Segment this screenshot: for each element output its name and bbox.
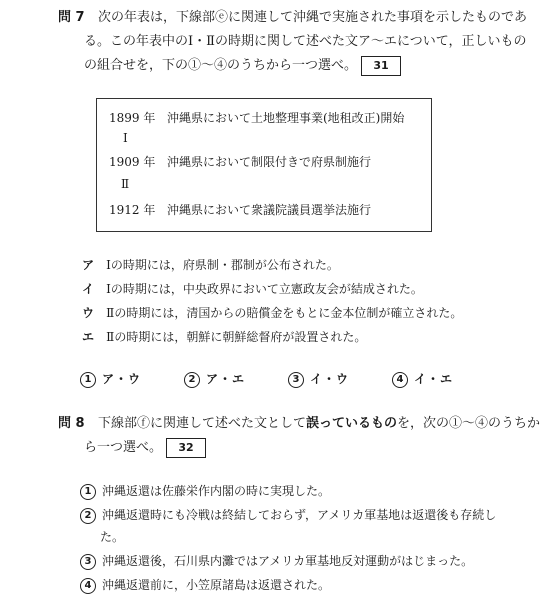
q8-choice-2-continuation: た。 bbox=[100, 530, 125, 544]
statement-e-letter: エ bbox=[82, 330, 95, 344]
timeline-event-1909: 沖縄県において制限付きで府県制施行 bbox=[167, 155, 372, 169]
q7-choice-1-text: ア・ウ bbox=[102, 372, 142, 386]
q8-choice-2-text: 沖縄返還時にも冷戦は終結しておらず，アメリカ軍基地は返還後も存続し bbox=[102, 508, 497, 522]
choice-number-3-icon: 3 bbox=[288, 372, 304, 388]
q7-choice-1[interactable] bbox=[80, 370, 141, 388]
q8-choice-1-text: 沖縄返還は佐藤栄作内閣の時に実現した。 bbox=[102, 484, 331, 498]
q7-choice-4-text: イ・エ bbox=[414, 372, 454, 386]
choice-number-2-icon: 2 bbox=[184, 372, 200, 388]
statement-e-text: Ⅱの時期には，朝鮮に朝鮮総督府が設置された。 bbox=[106, 330, 367, 344]
question-7-text-line3-content: の組合せを，下の①～④のうちから一つ選べ。 bbox=[84, 58, 358, 73]
question-8-text-part-a: 下線部ⓕに関連して述べた文として bbox=[98, 416, 307, 431]
timeline-year-1899: 1899 年 bbox=[109, 111, 156, 125]
timeline-year-1912: 1912 年 bbox=[109, 203, 156, 217]
question-8-text-line2-content: ら一つ選べ。 bbox=[84, 440, 163, 455]
timeline-event-1899: 沖縄県において土地整理事業(地租改正)開始 bbox=[167, 111, 405, 125]
timeline-period-1: Ⅰ bbox=[123, 131, 128, 145]
timeline-event-1912: 沖縄県において衆議院議員選挙法施行 bbox=[167, 203, 372, 217]
q8-choice-4-text: 沖縄返還前に，小笠原諸島は返還された。 bbox=[102, 578, 331, 592]
statement-a-letter: ア bbox=[82, 258, 95, 272]
statement-i bbox=[82, 280, 423, 297]
timeline-year-1909: 1909 年 bbox=[109, 155, 156, 169]
q7-choice-2[interactable] bbox=[184, 370, 245, 388]
statement-u-letter: ウ bbox=[82, 306, 95, 320]
question-8-number: 問 8 bbox=[58, 416, 85, 431]
choice-number-4-icon: 4 bbox=[392, 372, 408, 388]
q7-choice-4[interactable] bbox=[392, 370, 453, 388]
choice-number-1-icon: 1 bbox=[80, 484, 96, 500]
q8-choice-3-text: 沖縄返還後，石川県内灘ではアメリカ軍基地反対運動がはじまった。 bbox=[102, 554, 474, 568]
question-8-text-line1 bbox=[98, 412, 540, 436]
choice-number-2-icon: 2 bbox=[80, 508, 96, 524]
answer-box-32: 32 bbox=[166, 438, 206, 458]
q7-choice-3[interactable] bbox=[288, 370, 349, 388]
question-8-text-line2 bbox=[84, 436, 206, 460]
choice-number-4-icon: 4 bbox=[80, 578, 96, 594]
statement-u-text: Ⅱの時期には，清国からの賠償金をもとに金本位制が確立された。 bbox=[106, 306, 463, 320]
statement-e bbox=[82, 328, 366, 345]
choice-number-1-icon: 1 bbox=[80, 372, 96, 388]
question-8-text-part-b: を，次の①～④のうちか bbox=[397, 416, 540, 431]
q8-choice-2[interactable] bbox=[80, 506, 496, 524]
q8-choice-3[interactable] bbox=[80, 552, 473, 570]
q7-choice-2-text: ア・エ bbox=[206, 372, 246, 386]
question-7-text-line3 bbox=[84, 54, 401, 78]
timeline-period-2: Ⅱ bbox=[121, 177, 130, 191]
choice-number-3-icon: 3 bbox=[80, 554, 96, 570]
statement-u bbox=[82, 304, 462, 321]
q7-choice-3-text: イ・ウ bbox=[310, 372, 350, 386]
timeline-table bbox=[96, 98, 432, 232]
question-7-text-line2: る。この年表中のⅠ・Ⅱの時期に関して述べた文ア～エについて，正しいもの bbox=[84, 34, 527, 49]
statement-i-letter: イ bbox=[82, 282, 95, 296]
q8-choice-1[interactable] bbox=[80, 482, 330, 500]
q8-choice-4[interactable] bbox=[80, 576, 330, 594]
question-7-number: 問 7 bbox=[58, 10, 85, 25]
question-7-text-line1: 次の年表は，下線部ⓔに関連して沖縄で実施された事項を示したものであ bbox=[98, 10, 528, 25]
statement-i-text: Ⅰの時期には，中央政界において立憲政友会が結成された。 bbox=[106, 282, 423, 296]
question-8-emphasis: 誤っているもの bbox=[306, 416, 398, 431]
statement-a-text: Ⅰの時期には，府県制・郡制が公布された。 bbox=[106, 258, 339, 272]
answer-box-31: 31 bbox=[361, 56, 401, 76]
statement-a bbox=[82, 256, 339, 273]
